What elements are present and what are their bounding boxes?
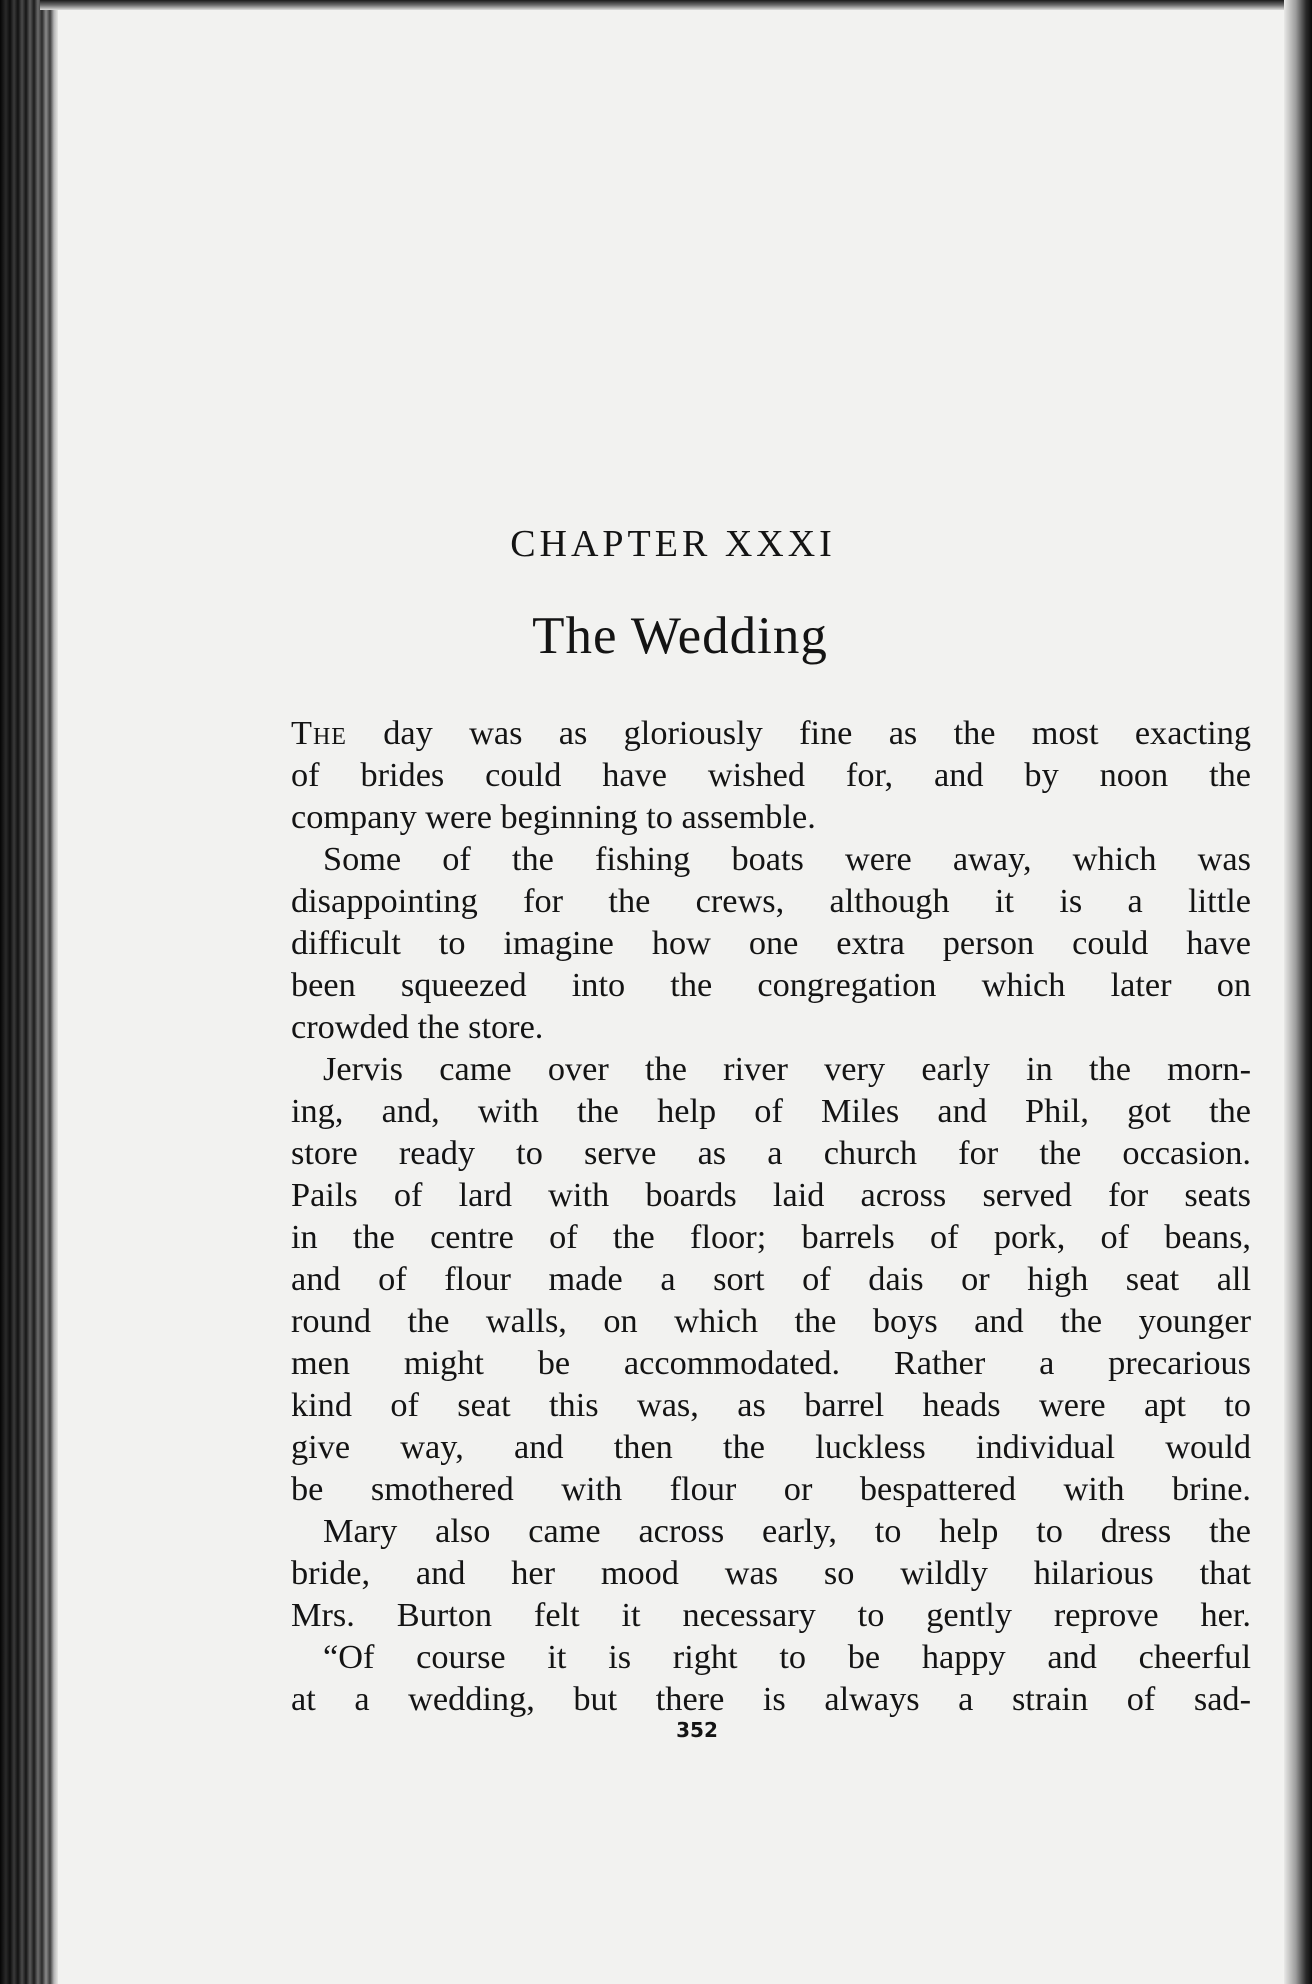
opening-word: The [291, 714, 347, 752]
text-line: men might be accommodated. Rather a precarious [291, 1344, 1251, 1382]
text-line: in the centre of the floor; barrels of pork, of beans, [291, 1218, 1251, 1256]
page-right-edge [1284, 0, 1312, 1984]
text-line: of brides could have wished for, and by noon the [291, 756, 1251, 794]
text-line: kind of seat this was, as barrel heads were apt to [291, 1386, 1251, 1424]
text-line: and of flour made a sort of dais or high seat all [291, 1260, 1251, 1298]
text-line: Mary also came across early, to help to dress the [323, 1512, 1251, 1550]
text-line: Pails of lard with boards laid across served for seats [291, 1176, 1251, 1214]
text-line: ing, and, with the help of Miles and Phil, got the [291, 1092, 1251, 1130]
text-line: be smothered with flour or bespattered with brine. [291, 1470, 1251, 1508]
text-line: bride, and her mood was so wildly hilarious that [291, 1554, 1251, 1592]
page-top-edge [40, 0, 1312, 10]
text-line: at a wedding, but there is always a strain of sad- [291, 1680, 1251, 1718]
text-line: round the walls, on which the boys and the younger [291, 1302, 1251, 1340]
text-line: difficult to imagine how one extra person could have [291, 924, 1251, 962]
text-line: company were beginning to assemble. [291, 798, 816, 836]
page-number: 352 [676, 1718, 718, 1742]
text-line: crowded the store. [291, 1008, 544, 1046]
text-line: been squeezed into the congregation which later on [291, 966, 1251, 1004]
chapter-title: The Wedding [532, 607, 828, 665]
book-binding-edge [0, 0, 58, 1984]
chapter-number: CHAPTER XXXI [510, 523, 836, 565]
text-line: Jervis came over the river very early in the morn- [323, 1050, 1251, 1088]
chapter-body [291, 712, 1251, 1720]
text-line: Some of the fishing boats were away, which was [323, 840, 1251, 878]
text-line: store ready to serve as a church for the occasion. [291, 1134, 1251, 1172]
text-line: disappointing for the crews, although it is a little [291, 882, 1251, 920]
book-page [58, 10, 1284, 1984]
text-line: give way, and then the luckless individual would [291, 1428, 1251, 1466]
text-line: “Of course it is right to be happy and cheerful [323, 1638, 1251, 1676]
text-line: The day was as gloriously fine as the most exacting [291, 714, 1251, 752]
text-line: Mrs. Burton felt it necessary to gently reprove her. [291, 1596, 1251, 1634]
